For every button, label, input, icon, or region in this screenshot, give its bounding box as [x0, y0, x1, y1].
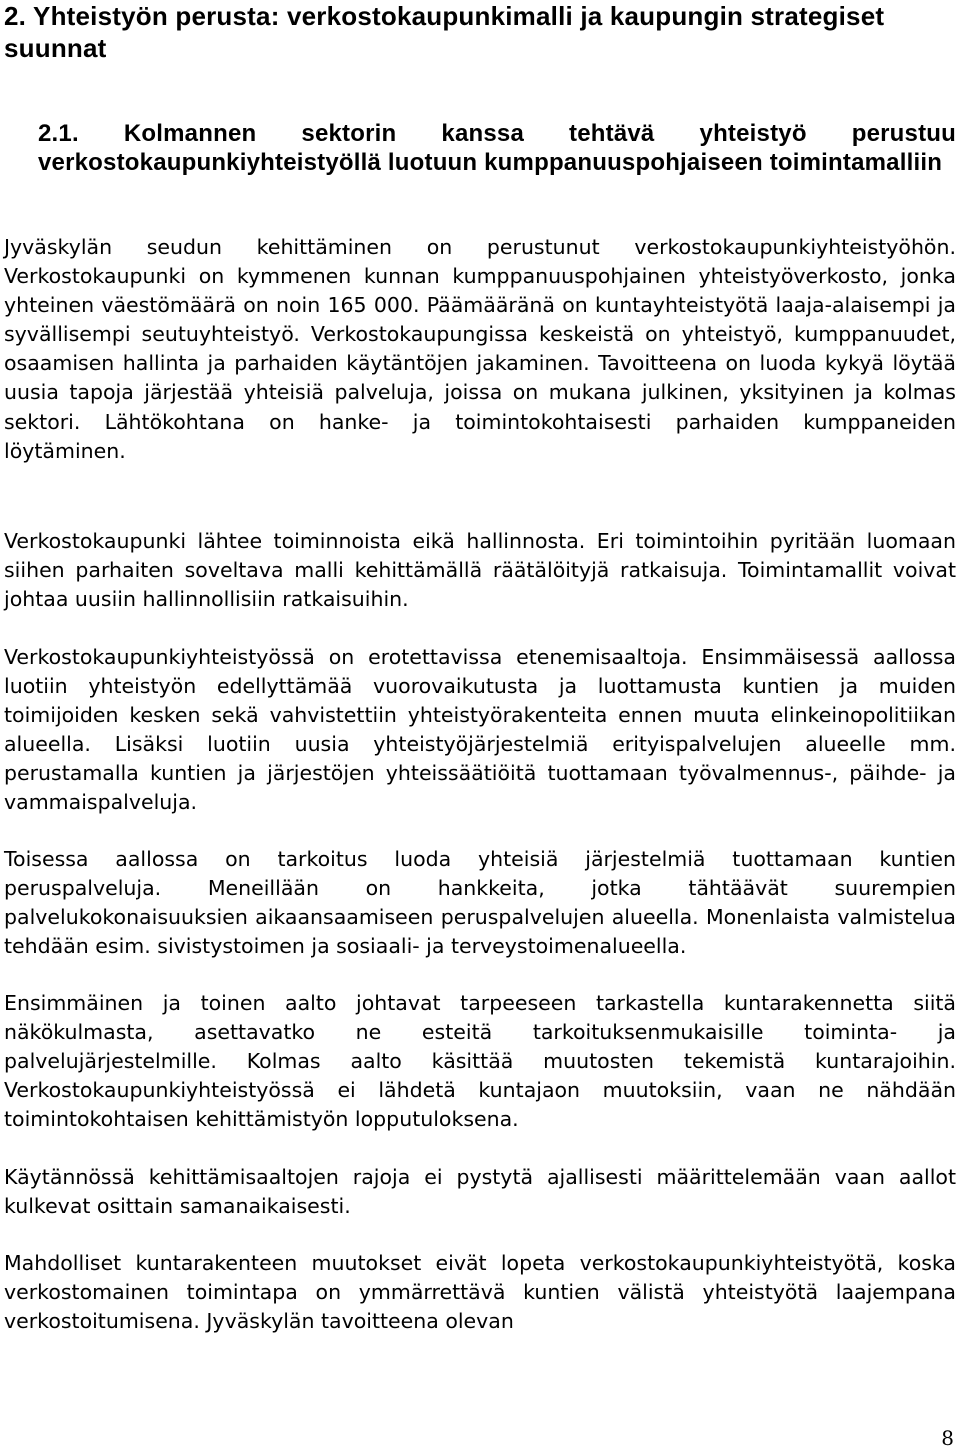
page-number: 8: [941, 1426, 954, 1450]
paragraph: Mahdolliset kuntarakenteen muutokset eivät lopeta verkostokaupunkiyhteistyötä, koska verkostomainen toimintapa on ymmärrettävä kuntien välistä yhteistyötä laajempana verkostoitumisena. Jyväskylän tavoitteena olevan: [4, 1251, 956, 1334]
paragraph: Verkostokaupunkiyhteistyössä on erotettavissa etenemisaaltoja. Ensimmäisessä aallossa luotiin yhteistyön edellyttämää vuorovaikutusta ja luottamusta kuntien ja muiden toimijoiden kesken sekä vahvistettiin yhteistyörakenteita ennen muuta elinkeinopolitiikan alueella. Lisäksi luotiin uusia yhteistyöjärjestelmiä erityispalvelujen alueelle mm. perustamalla kuntien ja järjestöjen yhteissäätiöitä tuottamaan työvalmennus-, päihde- ja vammaispalveluja.: [4, 645, 956, 815]
paragraph: Jyväskylän seudun kehittäminen on perustunut verkostokaupunkiyhteistyöhön. Verkostokaupunki on kymmenen kunnan kumppanuuspohjainen yhteistyöverkosto, jonka yhteinen väestömäärä on noin 165 000. Päämääränä on kuntayhteistyötä laaja-alaisempi ja syvällisempi seutuyhteistyö. Verkostokaupungissa keskeistä on yhteistyö, kumppanuudet, osaamisen hallinta ja parhaiden käytäntöjen jakaminen. Tavoitteena on luoda kykyä löytää uusia tapoja järjestää yhteisiä palveluja, joissa on mukana julkinen, yksityinen ja kolmas sektori. Lähtökohtana on hanke- ja toimintokohtaisesti parhaiden kumppaneiden löytäminen.: [4, 235, 956, 463]
paragraph: Ensimmäinen ja toinen aalto johtavat tarpeeseen tarkastella kuntarakennetta siitä näkökulmasta, asettavatko ne esteitä tarkoituksenmukaisille toiminta- ja palvelujärjestelmille. Kolmas aalto käsittää muutosten tekemistä kuntarajoihin. Verkostokaupunkiyhteistyössä ei lähdetä kuntajaon muutoksiin, vaan ne nähdään toimintokohtaisen kehittämistyön lopputuloksena.: [4, 991, 956, 1132]
subsection-heading: 2.1. Kolmannen sektorin kanssa tehtävä yhteistyö perustuu verkostokaupunkiyhteistyöllä luotuun kumppanuuspohjaiseen toimintamalliin: [38, 120, 956, 176]
paragraph: Verkostokaupunki lähtee toiminnoista eikä hallinnosta. Eri toimintoihin pyritään luomaan siihen parhaiten soveltava malli kehittämällä räätälöityjä ratkaisuja. Toimintamallit voivat johtaa uusiin hallinnollisiin ratkaisuihin.: [4, 529, 956, 612]
paragraph: Toisessa aallossa on tarkoitus luoda yhteisiä järjestelmiä tuottamaan kuntien peruspalveluja. Meneillään on hankkeita, jotka tähtäävät suurempien palvelukokonaisuuksien aikaansaamiseen peruspalvelujen alueella. Monenlaista valmistelua tehdään esim. sivistystoimen ja sosiaali- ja terveystoimenalueella.: [4, 847, 956, 959]
section-heading: 2. Yhteistyön perusta: verkostokaupunkimalli ja kaupungin strategiset suunnat: [4, 1, 885, 63]
paragraph: Käytännössä kehittämisaaltojen rajoja ei pystytä ajallisesti määrittelemään vaan aallot kulkevat osittain samanaikaisesti.: [4, 1165, 956, 1219]
